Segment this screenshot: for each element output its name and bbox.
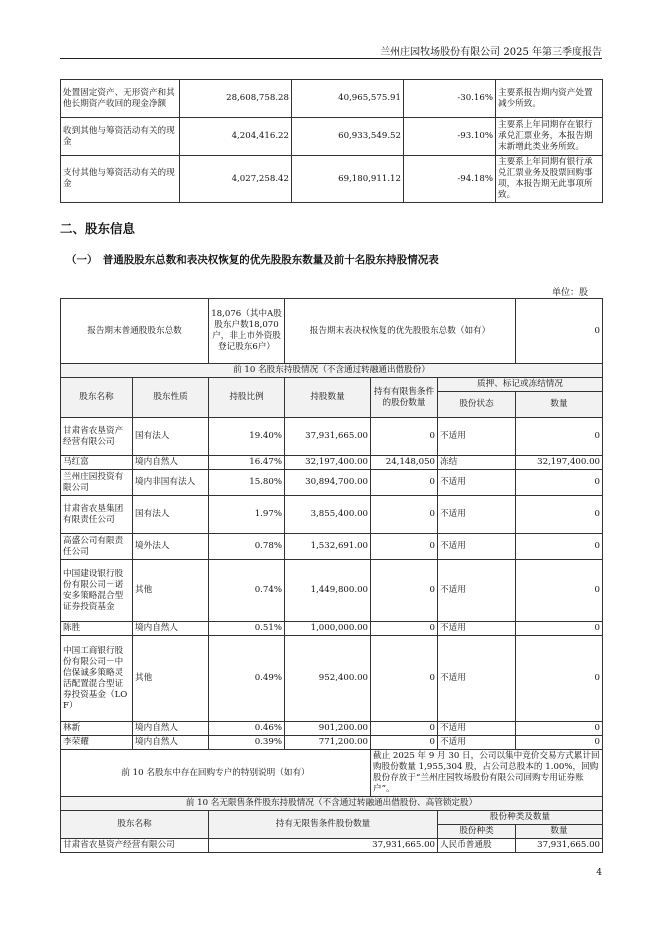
unres-holder-amount: 37,931,665.00: [516, 839, 603, 853]
table-row: [61, 156, 603, 203]
col-header-pledge: 质押、标记或冻结情况: [438, 378, 603, 392]
col-header-nature: 股东性质: [133, 378, 209, 418]
holder-status: 不适用: [438, 636, 516, 722]
section-title: 二、股东信息: [60, 221, 136, 236]
holder-amount: 0: [516, 496, 603, 534]
holder-status: 不适用: [438, 722, 516, 736]
holder-ratio: 0.46%: [209, 722, 285, 736]
holder-amount: 0: [516, 470, 603, 496]
common-holders-value: 18,076（其中A股股东户数18,070户，非上市外资股登记股东6户）: [209, 299, 285, 364]
col-header-restricted: 持有有限售条件的股份数量: [371, 378, 438, 418]
pref-holders-label: 报告期末表决权恢复的优先股股东总数（如有）: [285, 299, 516, 364]
table-row: [61, 470, 603, 496]
cashflow-current: 4,204,416.22: [180, 118, 292, 156]
holder-nature: 境内自然人: [133, 722, 209, 736]
col-header-name: 股东名称: [61, 378, 133, 418]
holder-restricted: 0: [371, 622, 438, 636]
holder-name: 甘肃省农垦集团有限责任公司: [61, 496, 133, 534]
holder-name: 兰州庄园投资有限公司: [61, 470, 133, 496]
holder-nature: 境内自然人: [133, 456, 209, 470]
holder-restricted: 0: [371, 534, 438, 560]
col-header-ratio: 持股比例: [209, 378, 285, 418]
holder-amount: 0: [516, 736, 603, 750]
col-header-unres-qty: 持有无限售条件股份数量: [209, 811, 438, 839]
cashflow-item: 处置固定资产、无形资产和其他长期资产收回的现金净额: [61, 80, 180, 118]
table-row: [61, 496, 603, 534]
holder-amount: 0: [516, 418, 603, 456]
holder-amount: 0: [516, 534, 603, 560]
table-row: [61, 839, 603, 853]
holder-qty: 1,532,691.00: [285, 534, 371, 560]
col-header-amount: 数量: [516, 392, 603, 418]
report-header: 兰州庄园牧场股份有限公司 2025 年第三季度报告: [380, 47, 602, 58]
holder-name: 甘肃省农垦资产经营有限公司: [61, 418, 133, 456]
holder-nature: 国有法人: [133, 418, 209, 456]
holder-ratio: 15.80%: [209, 470, 285, 496]
table-row: [61, 722, 603, 736]
holder-restricted: 0: [371, 736, 438, 750]
unres-holder-qty: 37,931,665.00: [209, 839, 438, 853]
summary-row: [61, 299, 603, 364]
holder-amount: 0: [516, 560, 603, 622]
holder-ratio: 0.74%: [209, 560, 285, 622]
holder-qty: 32,197,400.00: [285, 456, 371, 470]
shareholder-table: [60, 298, 603, 853]
holder-status: 不适用: [438, 418, 516, 456]
top10-title-row: [61, 364, 603, 378]
holder-ratio: 16.47%: [209, 456, 285, 470]
table-row: [61, 636, 603, 722]
holder-status: 不适用: [438, 534, 516, 560]
holder-ratio: 1.97%: [209, 496, 285, 534]
holder-restricted: 0: [371, 418, 438, 456]
holder-nature: 其他: [133, 636, 209, 722]
cashflow-current: 4,027,258.42: [180, 156, 292, 203]
col-header-unres-amount: 数量: [516, 825, 603, 839]
holder-status: 不适用: [438, 622, 516, 636]
header-row: [61, 811, 603, 825]
col-header-unres-name: 股东名称: [61, 811, 209, 839]
holder-ratio: 0.39%: [209, 736, 285, 750]
cashflow-change: -94.18%: [404, 156, 496, 203]
holder-name: 林新: [61, 722, 133, 736]
holder-qty: 771,200.00: [285, 736, 371, 750]
holder-restricted: 0: [371, 722, 438, 736]
holder-restricted: 0: [371, 470, 438, 496]
cashflow-change: -30.16%: [404, 80, 496, 118]
unrestricted-title: 前 10 名无限售条件股东持股情况（不含通过转融通出借股份、高管锁定股）: [61, 797, 603, 811]
holder-name: 中国建设银行股份有限公司－诺安多策略混合型证券投资基金: [61, 560, 133, 622]
cashflow-previous: 60,933,549.52: [292, 118, 404, 156]
unres-holder-name: 甘肃省农垦资产经营有限公司: [61, 839, 209, 853]
holder-qty: 1,000,000.00: [285, 622, 371, 636]
table-row: [61, 560, 603, 622]
col-header-status: 股份状态: [438, 392, 516, 418]
cashflow-item: 支付其他与筹资活动有关的现金: [61, 156, 180, 203]
holder-qty: 1,449,800.00: [285, 560, 371, 622]
holder-restricted: 24,148,050: [371, 456, 438, 470]
holder-qty: 3,855,400.00: [285, 496, 371, 534]
cashflow-item: 收到其他与筹资活动有关的现金: [61, 118, 180, 156]
pref-holders-value: 0: [516, 299, 603, 364]
holder-qty: 30,894,700.00: [285, 470, 371, 496]
holder-amount: 0: [516, 722, 603, 736]
holder-amount: 32,197,400.00: [516, 456, 603, 470]
holder-amount: 0: [516, 636, 603, 722]
table-row: [61, 418, 603, 456]
holder-amount: 0: [516, 622, 603, 636]
holder-name: 中国工商银行股份有限公司－中信保诚多策略灵活配置混合型证券投资基金（LOF）: [61, 636, 133, 722]
holder-qty: 952,400.00: [285, 636, 371, 722]
holder-status: 不适用: [438, 470, 516, 496]
cashflow-change-table: [60, 79, 603, 203]
holder-qty: 901,200.00: [285, 722, 371, 736]
holder-status: 不适用: [438, 496, 516, 534]
header-rule: [60, 58, 602, 59]
holder-name: 高盛公司有限责任公司: [61, 534, 133, 560]
cashflow-reason: 主要系上年同期存在银行承兑汇票业务，本报告期末新增此类业务所致。: [496, 118, 603, 156]
holder-nature: 其他: [133, 560, 209, 622]
table-row: [61, 736, 603, 750]
cashflow-current: 28,608,758.28: [180, 80, 292, 118]
holder-name: 马红富: [61, 456, 133, 470]
holder-status: 冻结: [438, 456, 516, 470]
top10-title: 前 10 名股东持股情况（不含通过转融通出借股份）: [61, 364, 603, 378]
table-row: [61, 456, 603, 470]
unit-label: 单位：股: [551, 288, 588, 298]
col-header-qty: 持股数量: [285, 378, 371, 418]
holder-ratio: 0.78%: [209, 534, 285, 560]
cashflow-reason: 主要系上年同期有银行承兑汇票业务及股票回购事项，本报告期无此事项所致。: [496, 156, 603, 203]
cashflow-reason: 主要系报告期内资产处置减少所致。: [496, 80, 603, 118]
holder-restricted: 0: [371, 560, 438, 622]
holder-status: 不适用: [438, 736, 516, 750]
repurchase-row: [61, 750, 603, 797]
holder-qty: 37,931,665.00: [285, 418, 371, 456]
holder-ratio: 0.51%: [209, 622, 285, 636]
col-header-unres-type: 股份种类: [438, 825, 516, 839]
col-header-unres-group: 股份种类及数量: [438, 811, 603, 825]
holder-status: 不适用: [438, 560, 516, 622]
holder-ratio: 0.49%: [209, 636, 285, 722]
holder-nature: 境内自然人: [133, 622, 209, 636]
repurchase-text: 截止 2025 年 9 月 30 日，公司以集中竞价交易方式累计回购股份数量 1,955,304 股，占公司总股本的 1.00%，回购股份存放于“兰州庄园牧场股份有限公司回购专用证券账户”。: [371, 750, 603, 797]
holder-nature: 境内自然人: [133, 736, 209, 750]
table-row: [61, 80, 603, 118]
holder-nature: 境外法人: [133, 534, 209, 560]
holder-restricted: 0: [371, 636, 438, 722]
unrestricted-title-row: [61, 797, 603, 811]
cashflow-previous: 40,965,575.91: [292, 80, 404, 118]
section-subtitle: （一） 普通股股东总数和表决权恢复的优先股股东数量及前十名股东持股情况表: [66, 254, 439, 266]
holder-name: 李荣耀: [61, 736, 133, 750]
table-row: [61, 534, 603, 560]
common-holders-label: 报告期末普通股股东总数: [61, 299, 209, 364]
holder-ratio: 19.40%: [209, 418, 285, 456]
holder-restricted: 0: [371, 496, 438, 534]
holder-name: 陈胜: [61, 622, 133, 636]
header-row: [61, 378, 603, 392]
holder-nature: 境内非国有法人: [133, 470, 209, 496]
repurchase-label: 前 10 名股东中存在回购专户的特别说明（如有）: [61, 750, 371, 797]
table-row: [61, 622, 603, 636]
cashflow-change: -93.10%: [404, 118, 496, 156]
holder-nature: 国有法人: [133, 496, 209, 534]
unres-holder-type: 人民币普通股: [438, 839, 516, 853]
cashflow-previous: 69,180,911.12: [292, 156, 404, 203]
table-row: [61, 118, 603, 156]
page-number: 4: [596, 868, 602, 878]
